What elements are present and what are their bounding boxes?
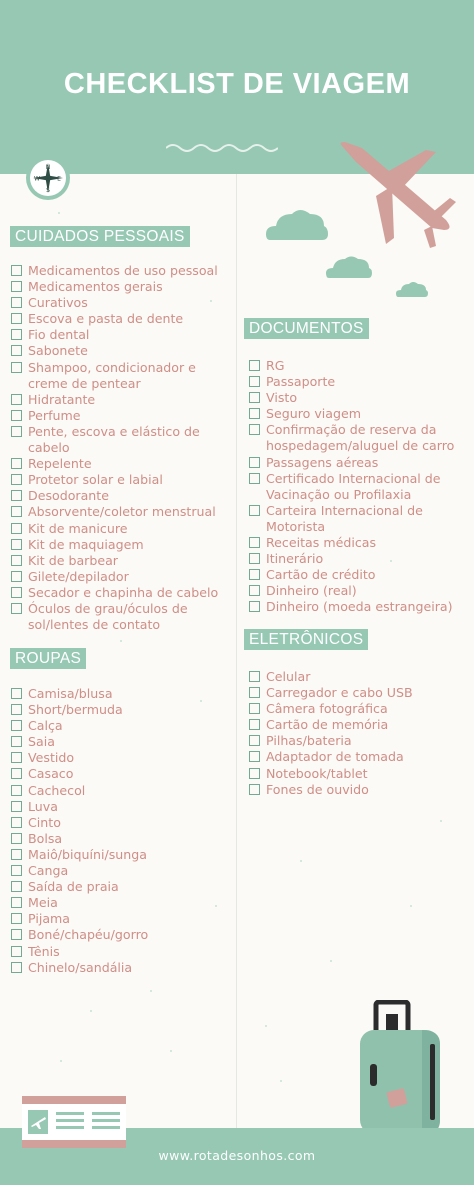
checklist-item [249, 669, 471, 685]
checklist-item [249, 358, 471, 374]
checkbox-icon[interactable] [11, 490, 22, 501]
checklist-item-label: Passagens aéreas [266, 454, 379, 470]
checklist-item [249, 749, 471, 765]
checklist-item-label: Chinelo/sandália [28, 959, 133, 975]
checkbox-icon[interactable] [11, 587, 22, 598]
checkbox-icon[interactable] [11, 362, 22, 373]
section-title-cuidados-pessoais: CUIDADOS PESSOAIS [10, 226, 190, 247]
checkbox-icon[interactable] [11, 704, 22, 715]
checklist-item [11, 847, 233, 863]
checklist-item-label: cabelo [28, 440, 70, 456]
checklist-item [249, 471, 471, 503]
checkbox-icon[interactable] [249, 585, 260, 596]
checklist-item-label: Fio dental [28, 327, 90, 343]
checklist-item [11, 521, 233, 537]
checkbox-icon[interactable] [249, 751, 260, 762]
checkbox-icon[interactable] [11, 736, 22, 747]
checkbox-icon[interactable] [11, 297, 22, 308]
checklist-item [249, 766, 471, 782]
checkbox-icon[interactable] [11, 897, 22, 908]
checkbox-icon[interactable] [11, 865, 22, 876]
checklist-item-label: Canga [28, 863, 69, 879]
checklist-item-label: Short/bermuda [28, 702, 123, 718]
checklist-item [249, 733, 471, 749]
checklist-item-label: Fones de ouvido [266, 781, 369, 797]
checkbox-icon[interactable] [249, 537, 260, 548]
checklist-item-label: Bolsa [28, 830, 63, 846]
checklist-item-label: Vestido [28, 750, 75, 766]
checklist-item [11, 295, 233, 311]
checklist-item-label: RG [266, 358, 285, 373]
checklist-item-label: Cartão de crédito [266, 567, 376, 583]
checklist-item [11, 799, 233, 815]
checklist-item [11, 783, 233, 799]
cloud-icon [396, 280, 428, 299]
checklist-item-label: sol/lentes de contato [28, 617, 161, 633]
checkbox-icon[interactable] [249, 505, 260, 516]
checkbox-icon[interactable] [11, 833, 22, 844]
checkbox-icon[interactable] [11, 752, 22, 763]
checklist-item-label: Cachecol [28, 782, 86, 798]
checklist-item [11, 569, 233, 585]
checklist-item-label: Passaporte [266, 374, 336, 390]
checklist-item [11, 960, 233, 976]
checkbox-icon[interactable] [11, 817, 22, 828]
checkbox-icon[interactable] [11, 410, 22, 421]
boarding-pass-icon [22, 1096, 126, 1152]
checkbox-icon[interactable] [249, 457, 260, 468]
checkbox-icon[interactable] [11, 913, 22, 924]
checklist-item [11, 263, 233, 279]
checklist-item-label: Seguro viagem [266, 406, 362, 422]
checkbox-icon[interactable] [11, 946, 22, 957]
checklist-item [11, 750, 233, 766]
checkbox-icon[interactable] [249, 703, 260, 714]
list-eletronicos [249, 669, 471, 798]
checklist-item [249, 583, 471, 599]
checklist-item-label: Protetor solar e labial [28, 472, 163, 488]
checkbox-icon[interactable] [11, 313, 22, 324]
checklist-item [11, 815, 233, 831]
checklist-item-label: Receitas médicas [266, 535, 377, 551]
compass-s: S [46, 187, 50, 194]
checklist-item-label: Kit de manicure [28, 520, 128, 536]
checklist-item-label: Escova e pasta de dente [28, 311, 184, 327]
compass-e: E [57, 175, 61, 183]
checklist-item-label: Casaco [28, 766, 74, 782]
checklist-item-label: Luva [28, 798, 58, 814]
checklist-item [11, 360, 233, 392]
checklist-item-label: Curativos [28, 295, 88, 311]
checklist-item [249, 551, 471, 567]
checklist-item [11, 927, 233, 943]
checkbox-icon[interactable] [11, 458, 22, 469]
checkbox-icon[interactable] [249, 408, 260, 419]
checkbox-icon[interactable] [11, 426, 22, 437]
checklist-item-label: Óculos de grau/óculos de [28, 600, 188, 616]
cloud-icon [326, 254, 372, 280]
checkbox-icon[interactable] [11, 881, 22, 892]
checklist-item-label: Kit de barbear [28, 552, 118, 568]
checklist-item [11, 408, 233, 424]
checklist-item-label: Saída de praia [28, 879, 119, 895]
checkbox-icon[interactable] [11, 345, 22, 356]
checklist-item-label: Carregador e cabo USB [266, 685, 413, 701]
checklist-item [11, 911, 233, 927]
checklist-item [11, 472, 233, 488]
checklist-item-label: Câmera fotográfica [266, 701, 388, 717]
cloud-icon [266, 206, 328, 242]
section-title-eletronicos: ELETRÔNICOS [244, 629, 368, 650]
section-title-documentos: DOCUMENTOS [244, 318, 369, 339]
checklist-item [11, 424, 233, 456]
checklist-item-label: Absorvente/coletor menstrual [28, 504, 216, 520]
checkbox-icon[interactable] [11, 265, 22, 276]
checklist-item [249, 390, 471, 406]
checklist-item-label: Calça [28, 718, 63, 734]
checkbox-icon[interactable] [11, 555, 22, 566]
checklist-item-label: Boné/chapéu/gorro [28, 927, 149, 943]
checkbox-icon[interactable] [249, 719, 260, 730]
checklist-item-label: Camisa/blusa [28, 686, 113, 701]
checklist-item [11, 766, 233, 782]
checklist-item [11, 585, 233, 601]
compass-w: W [34, 175, 40, 183]
checkbox-icon[interactable] [249, 376, 260, 387]
checklist-item [11, 686, 233, 702]
checklist-item-label: Pente, escova e elástico de [28, 423, 200, 439]
column-divider [236, 174, 237, 1128]
checklist-item [249, 406, 471, 422]
checklist-item [249, 782, 471, 798]
checklist-item [11, 327, 233, 343]
checkbox-icon[interactable] [249, 687, 260, 698]
checklist-item [11, 831, 233, 847]
checklist-item-label: Gilete/depilador [28, 568, 129, 584]
checkbox-icon[interactable] [11, 849, 22, 860]
checklist-item [249, 503, 471, 535]
checklist-item-label: Pilhas/bateria [266, 733, 352, 749]
checklist-item-label: Celular [266, 669, 311, 684]
checklist-item [11, 456, 233, 472]
checklist-item [249, 535, 471, 551]
checkbox-icon[interactable] [11, 720, 22, 731]
checklist-item-label: Pijama [28, 911, 71, 927]
checklist-item-label: Confirmação de reserva da [266, 422, 437, 438]
checklist-item-label: Hidratante [28, 391, 96, 407]
checkbox-icon[interactable] [11, 329, 22, 340]
checkbox-icon[interactable] [249, 424, 260, 435]
checkbox-icon[interactable] [11, 523, 22, 534]
checklist-item-label: Visto [266, 390, 298, 406]
checklist-item-label: Desodorante [28, 488, 109, 504]
checkbox-icon[interactable] [11, 962, 22, 973]
checklist-item-label: Motorista [266, 518, 326, 534]
checklist-item-label: Repelente [28, 456, 92, 472]
checklist-item [249, 599, 471, 615]
checklist-item [11, 504, 233, 520]
checklist-item-label: Saia [28, 734, 55, 750]
checkbox-icon[interactable] [249, 784, 260, 795]
checkbox-icon[interactable] [11, 603, 22, 614]
checklist-item [11, 702, 233, 718]
checkbox-icon[interactable] [11, 539, 22, 550]
checkbox-icon[interactable] [11, 474, 22, 485]
checklist-item [11, 863, 233, 879]
checklist-item-label: Kit de maquiagem [28, 536, 144, 552]
checklist-item-label: Meia [28, 895, 58, 911]
compass-n: N [45, 164, 51, 171]
checklist-item [11, 488, 233, 504]
checklist-item-label: Itinerário [266, 551, 324, 567]
checkbox-icon[interactable] [249, 553, 260, 564]
checklist-item-label: Secador e chapinha de cabelo [28, 584, 219, 600]
checklist-item [249, 374, 471, 390]
checkbox-icon[interactable] [249, 735, 260, 746]
checkbox-icon[interactable] [249, 360, 260, 371]
checkbox-icon[interactable] [11, 506, 22, 517]
checklist-item [11, 553, 233, 569]
checkbox-icon[interactable] [249, 671, 260, 682]
checklist-item-label: Adaptador de tomada [266, 749, 404, 765]
checklist-item-label: Medicamentos de uso pessoal [28, 263, 218, 278]
airplane-icon [336, 138, 460, 256]
checklist-item [249, 567, 471, 583]
checklist-item-label: creme de pentear [28, 375, 141, 391]
checkbox-icon[interactable] [11, 394, 22, 405]
page-title: CHECKLIST DE VIAGEM [63, 68, 411, 100]
checkbox-icon[interactable] [249, 392, 260, 403]
checklist-item [11, 601, 233, 633]
checkbox-icon[interactable] [11, 768, 22, 779]
checklist-item-label: hospedagem/aluguel de carro [266, 438, 455, 454]
checklist-item [11, 311, 233, 327]
checklist-item-label: Notebook/tablet [266, 765, 368, 781]
checklist-item-label: Cartão de memória [266, 717, 389, 733]
list-documentos [249, 358, 471, 616]
checkbox-icon[interactable] [11, 571, 22, 582]
checkbox-icon[interactable] [11, 929, 22, 940]
checklist-item-label: Shampoo, condicionador e [28, 359, 196, 375]
checklist-item [11, 944, 233, 960]
checklist-item [11, 734, 233, 750]
checkbox-icon[interactable] [11, 281, 22, 292]
checklist-item [11, 343, 233, 359]
checklist-item [249, 717, 471, 733]
list-cuidados-pessoais [11, 263, 233, 633]
checklist-item-label: Sabonete [28, 343, 88, 359]
checkbox-icon[interactable] [11, 785, 22, 796]
checklist-item [11, 718, 233, 734]
checkbox-icon[interactable] [11, 801, 22, 812]
checklist-item [11, 537, 233, 553]
checklist-item-label: Dinheiro (moeda estrangeira) [266, 599, 453, 615]
footer-website-url[interactable]: www.rotadesonhos.com [158, 1148, 316, 1163]
checklist-item-label: Cinto [28, 814, 61, 830]
checklist-item [11, 392, 233, 408]
checklist-item [249, 685, 471, 701]
checklist-item-label: Medicamentos gerais [28, 279, 163, 295]
checkbox-icon[interactable] [249, 473, 260, 484]
checklist-item [249, 455, 471, 471]
section-title-roupas: ROUPAS [10, 648, 86, 669]
checklist-item-label: Certificado Internacional de [266, 470, 441, 486]
checklist-item [249, 422, 471, 454]
checklist-item-label: Vacinação ou Profilaxia [266, 486, 412, 502]
checkbox-icon[interactable] [11, 688, 22, 699]
checklist-item-label: Carteira Internacional de [266, 502, 423, 518]
checklist-item [11, 279, 233, 295]
checklist-item-label: Dinheiro (real) [266, 583, 357, 599]
wave-ornament [166, 142, 278, 156]
checklist-item [11, 879, 233, 895]
list-roupas [11, 686, 233, 976]
checklist-item-label: Perfume [28, 407, 81, 423]
checklist-item [249, 701, 471, 717]
checklist-item [11, 895, 233, 911]
checklist-item-label: Tênis [28, 943, 60, 959]
checklist-item-label: Maiô/biquíni/sunga [28, 846, 147, 862]
checkbox-icon[interactable] [249, 768, 260, 779]
checkbox-icon[interactable] [249, 569, 260, 580]
compass-icon [24, 154, 72, 206]
checkbox-icon[interactable] [249, 601, 260, 612]
